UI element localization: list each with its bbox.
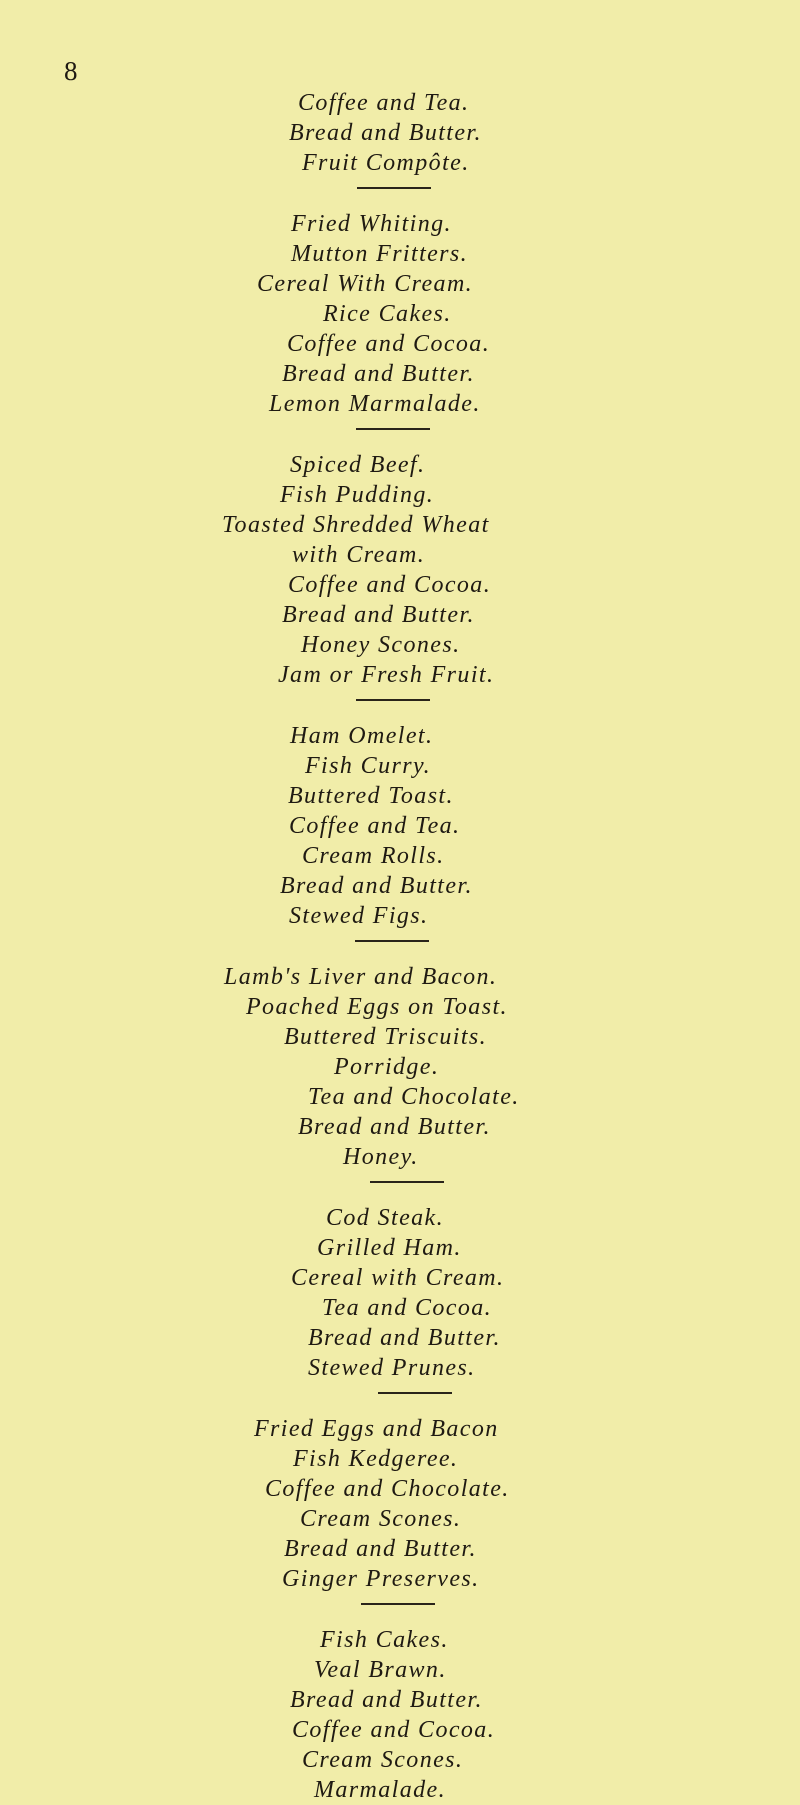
menu-line: Poached Eggs on Toast. (246, 994, 508, 1020)
menu-block (222, 450, 570, 690)
menu-block (222, 88, 570, 178)
menu-line: Fried Eggs and Bacon (254, 1416, 499, 1442)
menu-line: Ginger Preserves. (282, 1566, 480, 1592)
menu-line: Coffee and Cocoa. (292, 1717, 496, 1743)
menu-block (222, 962, 570, 1172)
menu-line: Porridge. (334, 1054, 440, 1080)
menu-line: Buttered Triscuits. (284, 1024, 488, 1050)
menu-line: Bread and Butter. (282, 602, 475, 628)
menu-line: Rice Cakes. (323, 301, 452, 327)
menu-line: Lemon Marmalade. (269, 391, 481, 417)
menu-line: Fish Pudding. (280, 482, 435, 508)
menu-line: Lamb's Liver and Bacon. (224, 964, 498, 990)
menu-line: Bread and Butter. (308, 1325, 501, 1351)
section-divider (378, 1392, 452, 1394)
menu-list (222, 88, 570, 1805)
menu-line: Cereal with Cream. (291, 1265, 505, 1291)
menu-line: Jam or Fresh Fruit. (278, 662, 495, 688)
menu-line: Stewed Figs. (289, 903, 429, 929)
menu-line: Toasted Shredded Wheat (222, 512, 490, 538)
menu-block (222, 1203, 570, 1383)
menu-line: Bread and Butter. (289, 120, 482, 146)
section-divider (356, 428, 430, 430)
menu-line: Grilled Ham. (317, 1235, 462, 1261)
menu-line: Bread and Butter. (284, 1536, 477, 1562)
menu-line: Bread and Butter. (282, 361, 475, 387)
menu-line: Fish Curry. (305, 753, 432, 779)
menu-line: Cream Rolls. (302, 843, 445, 869)
menu-block (222, 721, 570, 931)
section-divider (361, 1603, 435, 1605)
page-number: 8 (64, 56, 78, 86)
menu-line: with Cream. (292, 542, 426, 568)
section-divider (370, 1181, 444, 1183)
menu-block (222, 209, 570, 419)
menu-line: Stewed Prunes. (308, 1355, 476, 1381)
section-divider (356, 699, 430, 701)
menu-line: Mutton Fritters. (291, 241, 469, 267)
menu-line: Honey. (343, 1144, 419, 1170)
menu-line: Coffee and Cocoa. (288, 572, 492, 598)
menu-line: Coffee and Chocolate. (265, 1476, 510, 1502)
menu-block (222, 1625, 570, 1805)
menu-line: Tea and Cocoa. (322, 1295, 493, 1321)
menu-block (222, 1414, 570, 1594)
menu-line: Fruit Compôte. (302, 150, 470, 176)
menu-line: Honey Scones. (301, 632, 461, 658)
menu-line: Cream Scones. (300, 1506, 462, 1532)
menu-line: Coffee and Cocoa. (287, 331, 491, 357)
section-divider (355, 940, 429, 942)
section-divider (357, 187, 431, 189)
menu-line: Fried Whiting. (291, 211, 452, 237)
menu-line: Coffee and Tea. (298, 90, 470, 116)
menu-line: Fish Cakes. (320, 1627, 449, 1653)
menu-line: Spiced Beef. (290, 452, 426, 478)
menu-line: Cod Steak. (326, 1205, 444, 1231)
menu-line: Ham Omelet. (290, 723, 434, 749)
menu-line: Buttered Toast. (288, 783, 454, 809)
menu-line: Tea and Chocolate. (308, 1084, 520, 1110)
menu-line: Veal Brawn. (314, 1657, 447, 1683)
menu-line: Bread and Butter. (290, 1687, 483, 1713)
menu-line: Coffee and Tea. (289, 813, 461, 839)
menu-line: Fish Kedgeree. (293, 1446, 459, 1472)
menu-line: Bread and Butter. (298, 1114, 491, 1140)
menu-line: Marmalade. (314, 1777, 446, 1803)
menu-line: Cream Scones. (302, 1747, 464, 1773)
menu-line: Cereal With Cream. (257, 271, 474, 297)
menu-line: Bread and Butter. (280, 873, 473, 899)
